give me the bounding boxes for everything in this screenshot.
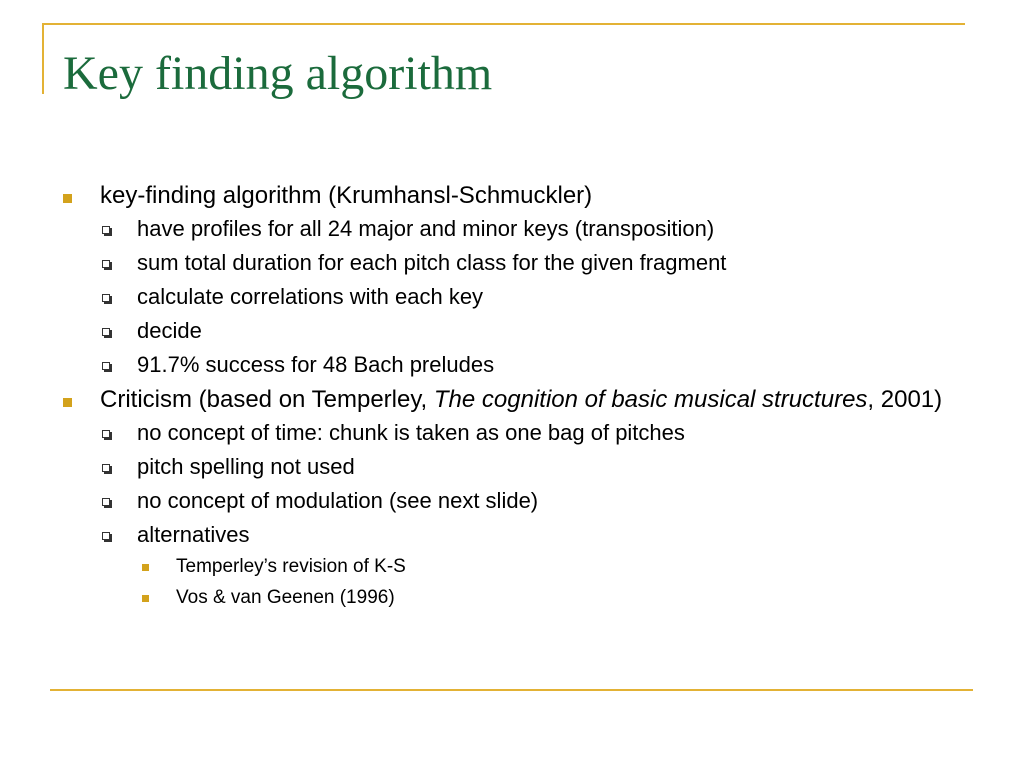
sub-bullet — [60, 316, 980, 345]
sub-bullet — [60, 214, 980, 243]
hollow-square-bullet-icon — [102, 498, 110, 506]
sub-sub-bullet — [60, 554, 980, 579]
sub-bullet — [60, 282, 980, 311]
sub-bullet-text: no concept of modulation (see next slide) — [137, 488, 539, 513]
hollow-square-bullet-icon — [102, 328, 110, 336]
hollow-square-bullet-icon — [102, 294, 110, 302]
small-square-bullet-icon — [142, 564, 149, 571]
book-title: The cognition of basic musical structures — [433, 386, 868, 413]
bullet-2 — [60, 384, 980, 415]
sub-bullet-text: no concept of time: chunk is taken as one bag of pitches — [137, 420, 685, 445]
square-bullet-icon — [63, 398, 72, 407]
hollow-square-bullet-icon — [102, 226, 110, 234]
slide-title: Key finding algorithm — [63, 47, 493, 100]
bullet-2-text-tail: , 2001) — [867, 386, 943, 413]
hollow-square-bullet-icon — [102, 260, 110, 268]
sub-bullet — [60, 350, 980, 379]
square-bullet-icon — [63, 194, 72, 203]
bullet-1 — [60, 180, 980, 211]
sub-sub-bullet-text: Vos & van Geenen (1996) — [176, 587, 395, 608]
sub-sub-bullet — [60, 585, 980, 610]
sub-bullet-text: decide — [137, 318, 202, 343]
sub-bullet — [60, 248, 980, 277]
sub-bullet-text: sum total duration for each pitch class for the given fragment — [137, 250, 727, 275]
sub-bullet-text: pitch spelling not used — [137, 454, 355, 479]
sub-sub-bullet-text: Temperley’s revision of K-S — [176, 556, 406, 577]
bottom-divider — [50, 689, 973, 691]
sub-bullet — [60, 452, 980, 481]
small-square-bullet-icon — [142, 595, 149, 602]
sub-bullet — [60, 486, 980, 515]
sub-bullet — [60, 418, 980, 447]
hollow-square-bullet-icon — [102, 430, 110, 438]
hollow-square-bullet-icon — [102, 464, 110, 472]
sub-bullet — [60, 520, 980, 549]
bullet-1-text: key-finding algorithm (Krumhansl-Schmuckler) — [100, 182, 593, 209]
sub-bullet-text: have profiles for all 24 major and minor keys (transposition) — [137, 216, 715, 241]
hollow-square-bullet-icon — [102, 532, 110, 540]
bullet-2-text — [100, 386, 942, 413]
sub-bullet-text: alternatives — [137, 522, 250, 547]
left-divider — [42, 23, 44, 94]
bullet-2-text-lead: Criticism (based on Temperley, — [100, 386, 434, 413]
hollow-square-bullet-icon — [102, 362, 110, 370]
sub-bullet-text: calculate correlations with each key — [137, 284, 484, 309]
top-divider — [42, 23, 965, 25]
sub-bullet-text: 91.7% success for 48 Bach preludes — [137, 352, 495, 377]
slide-body — [60, 180, 980, 616]
